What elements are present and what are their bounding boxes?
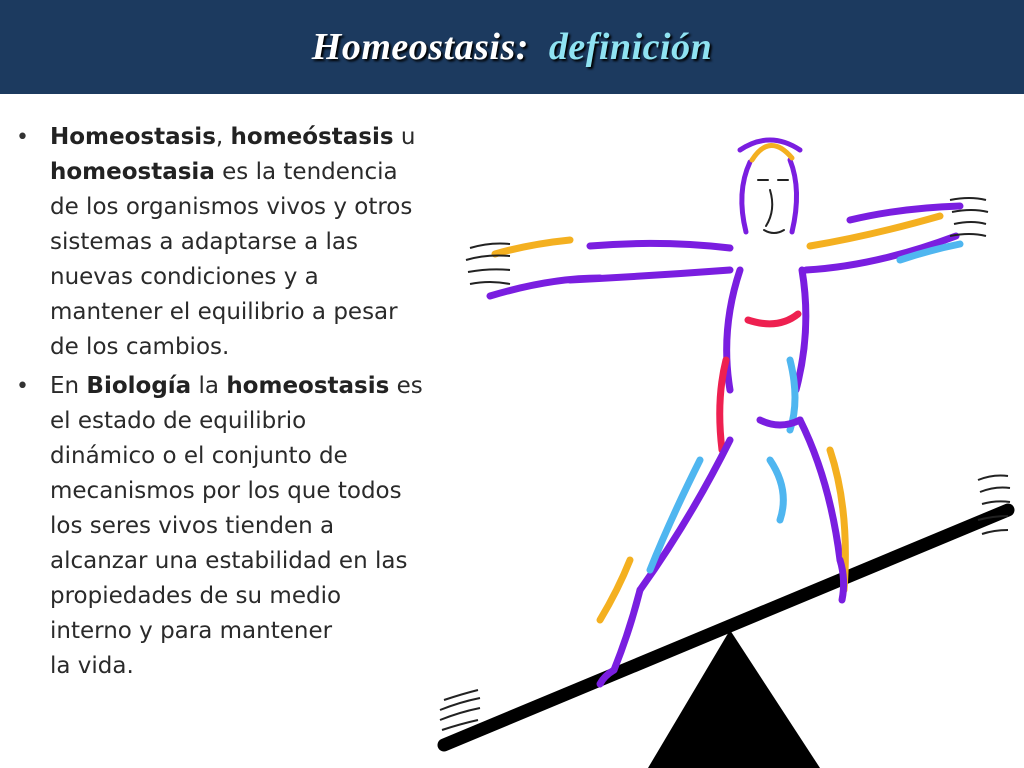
figure-torso	[720, 270, 806, 450]
figure-arms	[490, 206, 960, 296]
bullet-bold-term: Biología	[86, 373, 192, 399]
bullet-dot-icon: •	[16, 125, 29, 150]
bullet-text: u	[400, 124, 416, 150]
bullet-bold-term: homeóstasis	[230, 124, 394, 150]
title-main: Homeostasis:	[311, 26, 529, 68]
bullet-item	[12, 369, 442, 684]
slide-title	[312, 25, 712, 69]
bullet-text: la	[191, 373, 227, 399]
bullet-text: En	[50, 373, 87, 399]
bullet-bold-term: homeostasis	[226, 373, 390, 399]
bullet-text: es la tendencia de los organismos vivos y otros sistemas a adaptarse a las nuevas condiciones y a mantener el equilibrio a pesar de los cambios.	[50, 159, 413, 360]
title-accent: definición	[548, 26, 713, 68]
content-panel	[12, 120, 442, 710]
bullet-item	[12, 120, 442, 365]
bullet-bold-term: Homeostasis	[50, 124, 216, 150]
bullet-bold-term: homeostasia	[50, 159, 215, 185]
bullet-list	[12, 120, 442, 684]
title-bar	[0, 0, 1024, 94]
figure-head	[740, 140, 800, 233]
bullet-text: ,	[215, 124, 231, 150]
motion-lines-left	[440, 690, 480, 730]
balancing-figure-on-seesaw-icon	[430, 120, 1024, 768]
bullet-text: es el estado de equilibrio dinámico o el conjunto de mecanismos por los que todos los seres vivos tienden a alcanzar una estabilidad en las propiedades de su medio interno y para mantener la vida.	[50, 373, 423, 679]
bullet-dot-icon: •	[16, 374, 29, 399]
